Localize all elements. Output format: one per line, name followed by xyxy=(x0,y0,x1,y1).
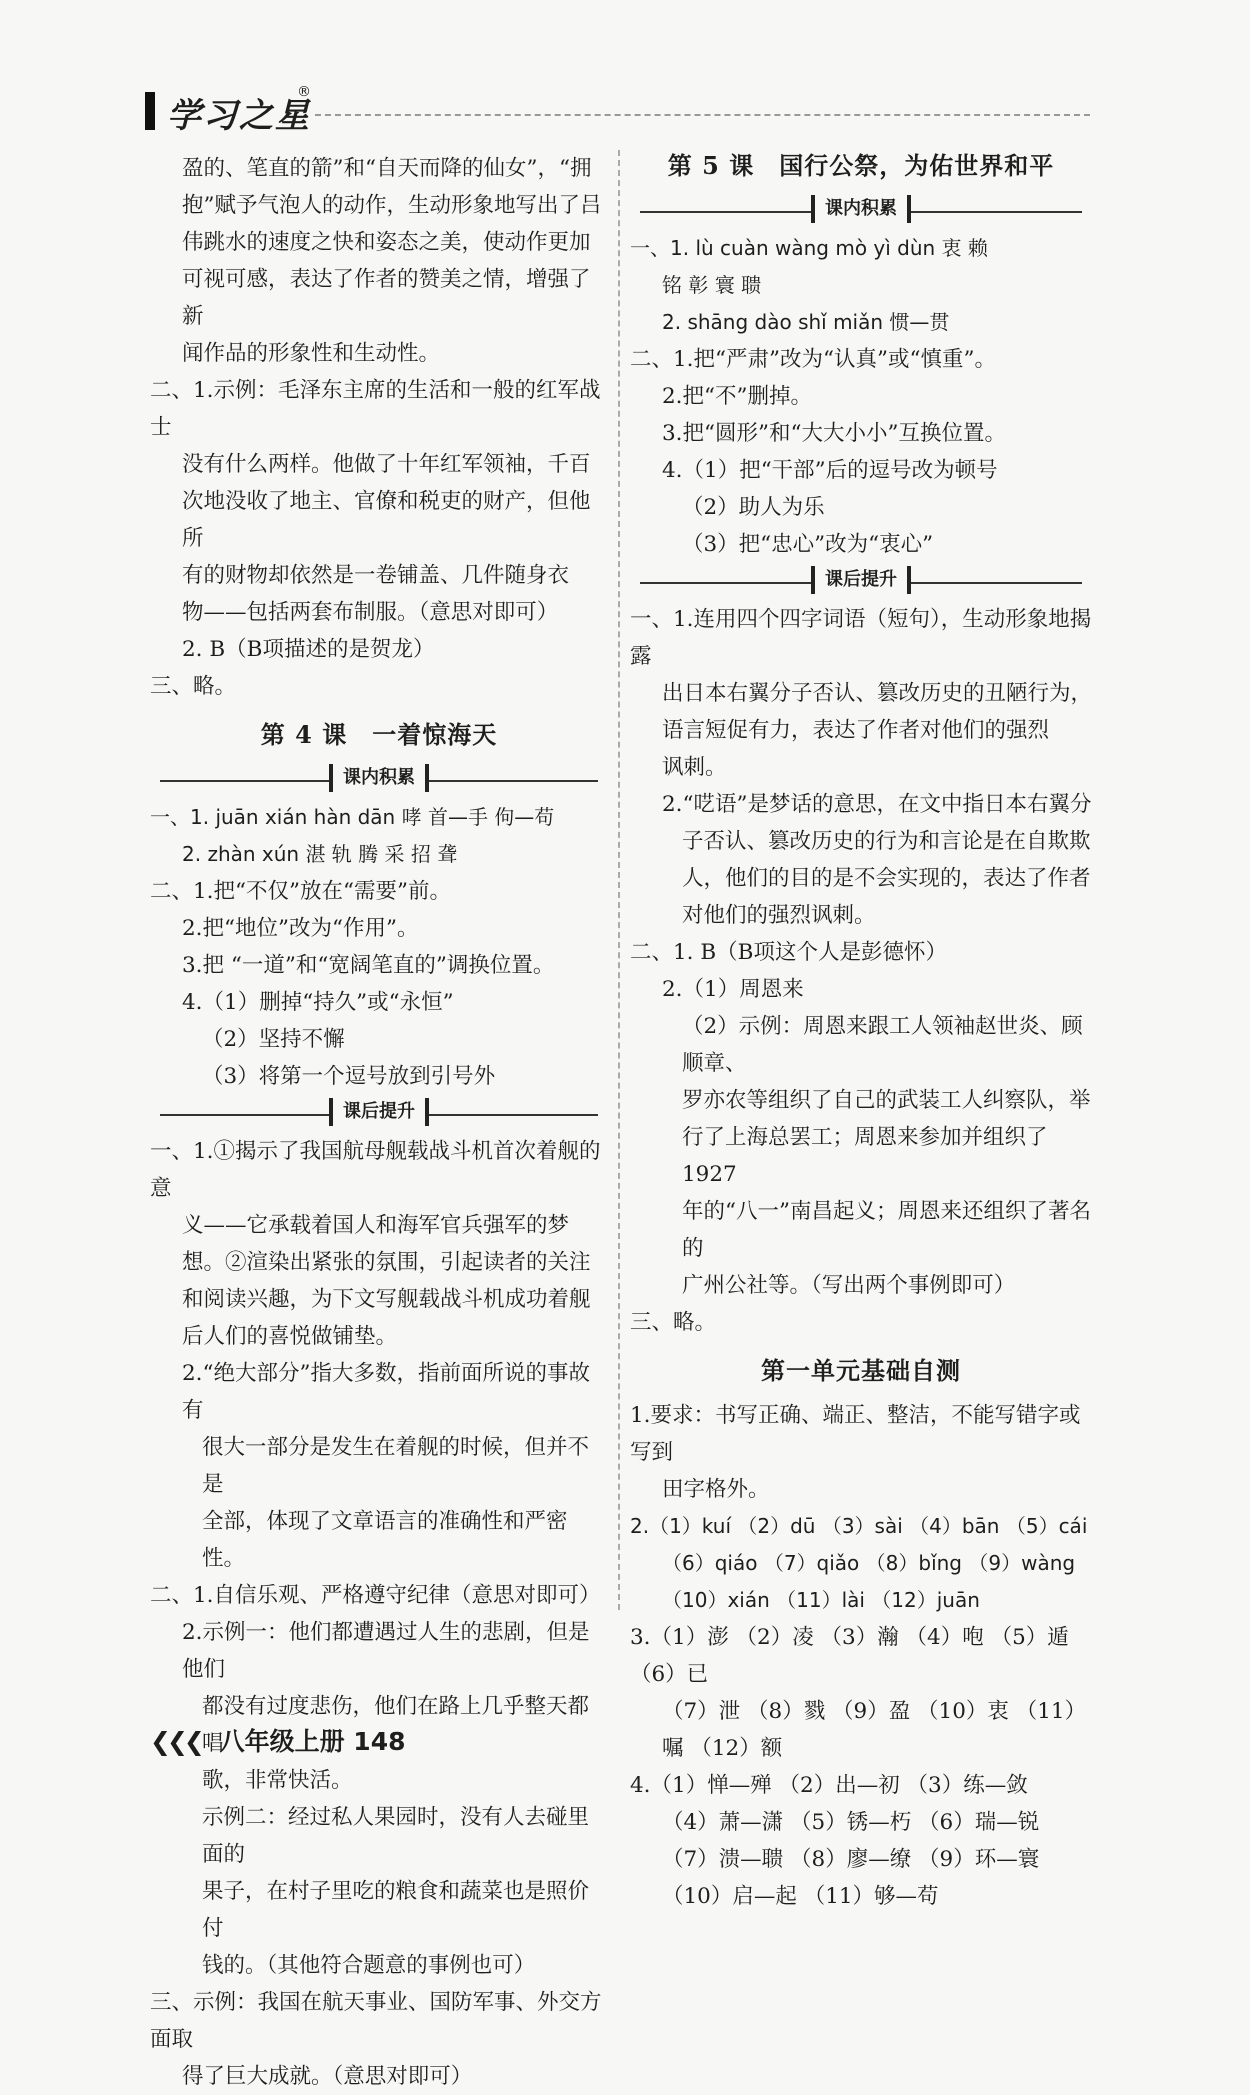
text-line: 对他们的强烈讽刺。 xyxy=(682,903,876,928)
page-number: 148 xyxy=(353,1727,406,1756)
text-line: 抱”赋予气泡人的动作，生动形象地写出了吕 xyxy=(182,193,602,218)
text-line: 行了上海总罢工；周恩来参加并组织了 1927 xyxy=(682,1125,1048,1187)
text-line: 一、1.①揭示了我国航母舰载战斗机首次着舰的意 xyxy=(150,1139,601,1201)
text-line: 得了巨大成就。（意思对即可） xyxy=(182,2064,473,2089)
text-line: （10）xián （11）lài （12）juān xyxy=(662,1588,980,1612)
text-line: 全部，体现了文章语言的准确性和严密性。 xyxy=(202,1509,568,1571)
text-line: （2）坚持不懈 xyxy=(202,1027,345,1052)
text-line: （7）泄 （8）戮 （9）盈 （10）衷 （11）嘱 （12）额 xyxy=(662,1699,1087,1761)
text-line: 二、1.把“严肃”改为“认真”或“慎重”。 xyxy=(630,347,996,372)
text-line: 钱的。（其他符合题意的事例也可） xyxy=(202,1953,536,1978)
section-in-class xyxy=(150,761,608,799)
text-line: 年的“八一”南昌起义；周恩来还组织了著名的 xyxy=(682,1199,1091,1261)
text-line: 二、1.示例：毛泽东主席的生活和一般的红军战士 xyxy=(150,378,601,440)
text-line: 2.把“地位”改为“作用”。 xyxy=(182,916,419,941)
text-line: 3.把“圆形”和“大大小小”互换位置。 xyxy=(662,421,1006,446)
text-line: 2. B（B项描述的是贺龙） xyxy=(182,637,435,662)
text-line: 3.把 “一道”和“宽阔笔直的”调换位置。 xyxy=(182,953,555,978)
text-line: 罗亦农等组织了自己的武装工人纠察队，举 xyxy=(682,1088,1091,1113)
page-footer xyxy=(150,1722,405,1758)
section-after-class xyxy=(150,1095,608,1133)
brand-title: 学习之星 xyxy=(167,96,311,136)
text-line: 2.把“不”删掉。 xyxy=(662,384,812,409)
text-line: 2.“呓语”是梦话的意思，在文中指日本右翼分 xyxy=(662,792,1092,817)
left-column xyxy=(150,150,608,2095)
text-line: 4.（1）把“干部”后的逗号改为顿号 xyxy=(662,458,998,483)
text-line: 2.（1）周恩来 xyxy=(662,977,804,1002)
text-line: 子否认、篡改历史的行为和言论是在自欺欺 xyxy=(682,829,1091,854)
text-line: 2. shāng dào shǐ miǎn 惯—贯 xyxy=(662,310,950,334)
section-in-class xyxy=(630,192,1092,230)
text-line: 二、1.把“不仅”放在“需要”前。 xyxy=(150,879,451,904)
text-line: 铭 彰 寰 聩 xyxy=(662,273,762,297)
page-header xyxy=(145,84,1090,134)
grade-label: 八年级上册 xyxy=(219,1727,345,1756)
section-label: 课内积累 xyxy=(329,764,429,792)
text-line: 2.（1）kuí （2）dū （3）sài （4）bān （5）cái xyxy=(630,1514,1088,1538)
text-line: 人，他们的目的是不会实现的，表达了作者 xyxy=(682,866,1091,891)
text-line: 物——包括两套布制服。（意思对即可） xyxy=(182,600,559,625)
text-line: 义——它承载着国人和海军官兵强军的梦 xyxy=(182,1213,570,1238)
text-line: 田字格外。 xyxy=(662,1477,770,1502)
text-line: 盈的、笔直的箭”和“自天而降的仙女”，“拥 xyxy=(182,156,592,181)
text-line: （3）将第一个逗号放到引号外 xyxy=(202,1064,496,1089)
text-line: 二、1.自信乐观、严格遵守纪律（意思对即可） xyxy=(150,1583,601,1608)
text-line: 都没有过度悲伤，他们在路上几乎整天都唱 xyxy=(202,1694,590,1756)
text-line: 伟跳水的速度之快和姿态之美，使动作更加 xyxy=(182,230,591,255)
text-line: 一、1. lù cuàn wàng mò yì dùn 衷 赖 xyxy=(630,236,988,260)
text-line: 4.（1）删掉“持久”或“永恒” xyxy=(182,990,454,1015)
text-line: 果子，在村子里吃的粮食和蔬菜也是照价付 xyxy=(202,1879,590,1941)
text-line: （10）启—起 （11）够—苟 xyxy=(662,1884,939,1909)
text-line: （6）qiáo （7）qiǎo （8）bǐng （9）wàng xyxy=(662,1551,1076,1575)
text-line: 和阅读兴趣，为下文写舰载战斗机成功着舰 xyxy=(182,1287,591,1312)
lesson-4-title: 第 4 课 一着惊海天 xyxy=(260,720,498,749)
text-line: 4.（1）惮—殚 （2）出—初 （3）练—敛 xyxy=(630,1773,1028,1798)
text-line: （2）示例：周恩来跟工人领袖赵世炎、顾顺章、 xyxy=(682,1014,1083,1076)
text-line: 很大一部分是发生在着舰的时候，但并不是 xyxy=(202,1435,590,1497)
section-label: 课内积累 xyxy=(811,195,911,223)
text-line: 示例二：经过私人果园时，没有人去碰里面的 xyxy=(202,1805,590,1867)
registered-mark: ® xyxy=(297,84,311,100)
text-line: 广州公社等。（写出两个事例即可） xyxy=(682,1273,1016,1298)
section-label: 课后提升 xyxy=(811,566,911,594)
text-line: 2.示例一：他们都遭遇过人生的悲剧，但是他们 xyxy=(182,1620,590,1682)
section-after-class xyxy=(630,563,1092,601)
text-line: 可视可感，表达了作者的赞美之情，增强了新 xyxy=(182,267,591,329)
text-line: （7）溃—聩 （8）廖—缭 （9）环—寰 xyxy=(662,1847,1040,1872)
text-line: 一、1. juān xián hàn dān 哮 首—手 佝—苟 xyxy=(150,805,555,829)
text-line: 没有什么两样。他做了十年红军领袖，千百 xyxy=(182,452,591,477)
text-line: 2. zhàn xún 湛 轨 腾 采 招 聋 xyxy=(182,842,458,866)
column-divider xyxy=(618,150,620,1610)
text-line: 语言短促有力，表达了作者对他们的强烈 xyxy=(662,718,1050,743)
text-line: 次地没收了地主、官僚和税吏的财产，但他所 xyxy=(182,489,591,551)
text-line: 2.“绝大部分”指大多数，指前面所说的事故有 xyxy=(182,1361,590,1423)
text-line: 三、略。 xyxy=(150,674,237,699)
unit-test-title: 第一单元基础自测 xyxy=(761,1356,961,1385)
text-line: 二、1. B（B项这个人是彭德怀） xyxy=(630,940,947,965)
text-line: 歌，非常快活。 xyxy=(202,1768,353,1793)
triple-chevron-left-icon: ❮❮❮ xyxy=(150,1727,201,1756)
text-line: 闻作品的形象性和生动性。 xyxy=(182,341,441,366)
section-label: 课后提升 xyxy=(329,1098,429,1126)
text-line: （4）萧—潇 （5）锈—朽 （6）瑞—锐 xyxy=(662,1810,1040,1835)
header-dashed-line xyxy=(315,114,1090,116)
text-line: 后人们的喜悦做铺垫。 xyxy=(182,1324,398,1349)
header-bar xyxy=(145,92,155,130)
text-line: 出日本右翼分子否认、篡改历史的丑陋行为， xyxy=(662,681,1093,706)
text-line: 想。②渲染出紧张的氛围，引起读者的关注 xyxy=(182,1250,591,1275)
text-line: 三、略。 xyxy=(630,1310,717,1335)
text-line: 三、示例：我国在航天事业、国防军事、外交方面取 xyxy=(150,1990,602,2052)
text-line: （3）把“忠心”改为“衷心” xyxy=(682,532,934,557)
text-line: 有的财物却依然是一卷铺盖、几件随身衣 xyxy=(182,563,570,588)
text-line: （2）助人为乐 xyxy=(682,495,825,520)
right-column xyxy=(630,150,1092,1915)
text-line: 3.（1）澎 （2）凌 （3）瀚 （4）咆 （5）遁 （6）已 xyxy=(630,1625,1069,1687)
lesson-5-title: 第 5 课 国行公祭，为佑世界和平 xyxy=(667,151,1055,180)
text-line: 讽刺。 xyxy=(662,755,727,780)
text-line: 1.要求：书写正确、端正、整洁，不能写错字或写到 xyxy=(630,1403,1081,1465)
text-line: 一、1.连用四个四字词语（短句），生动形象地揭露 xyxy=(630,607,1092,669)
